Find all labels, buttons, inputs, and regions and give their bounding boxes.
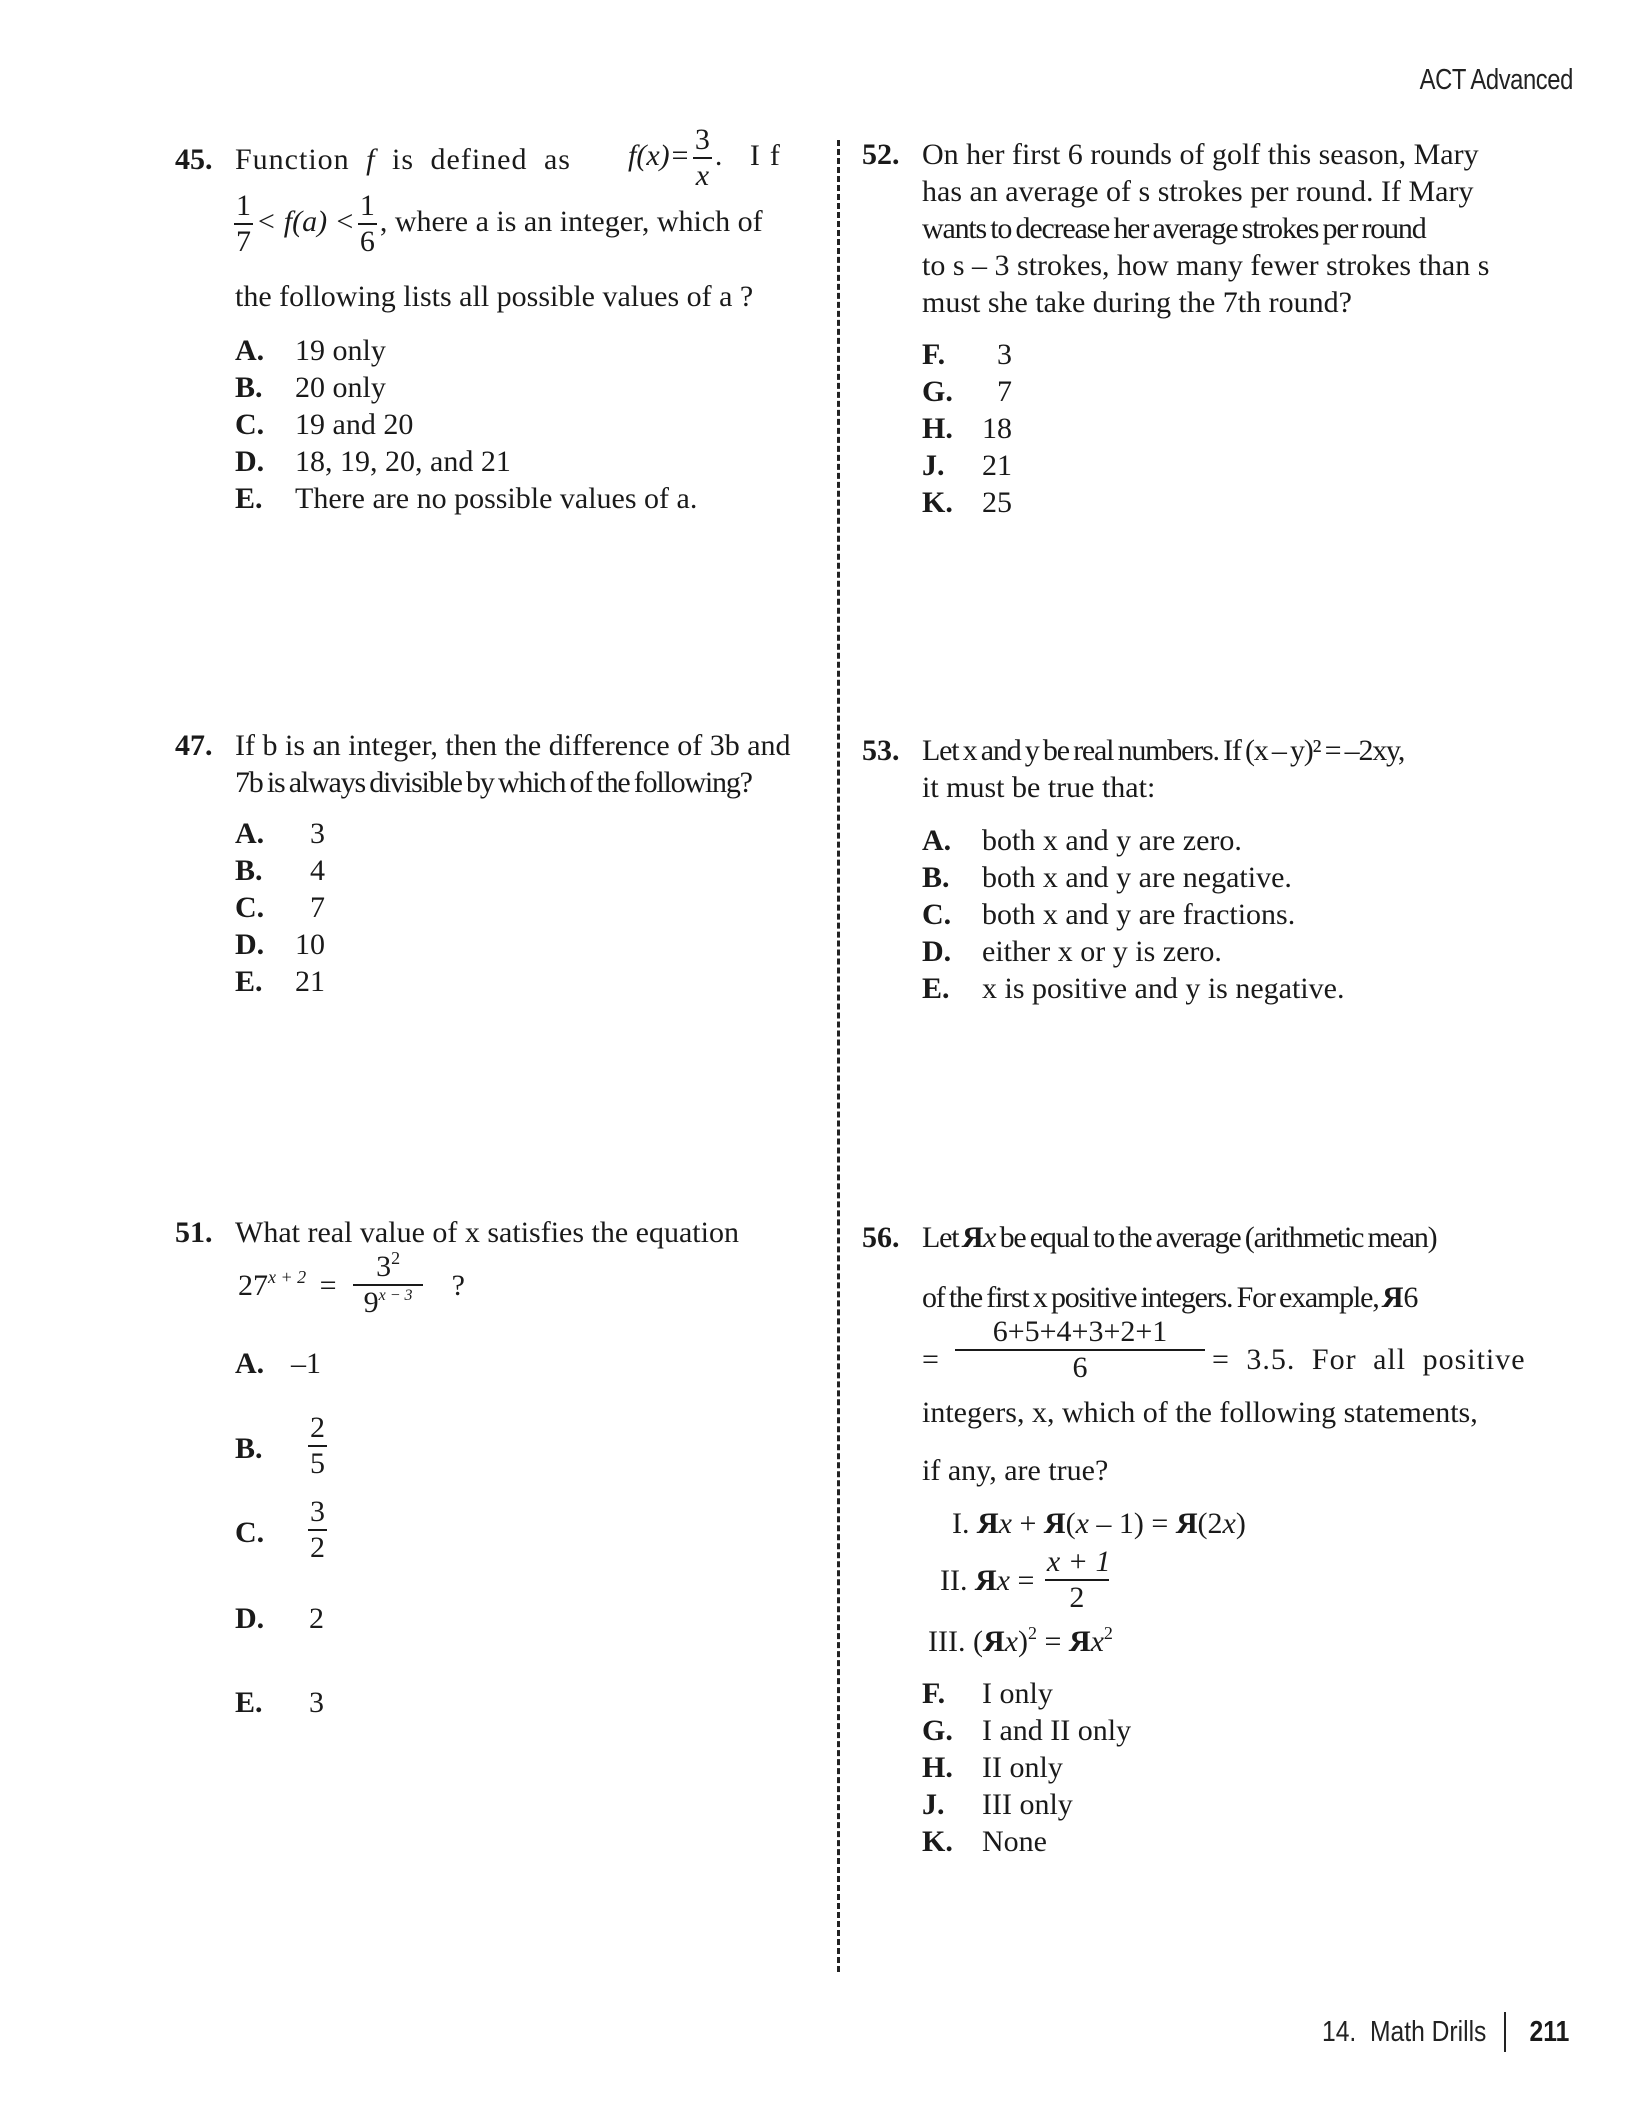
question-stem-line: wants to decrease her average strokes per round xyxy=(922,212,1426,245)
inequality-line: $\frac{1}{7}$ < f(a) < $\frac{1}{6}$ , where a is an integer, which of xyxy=(236,189,763,258)
answer-choice-c[interactable]: C. both x and y are fractions. xyxy=(922,898,1296,931)
answer-choice-e[interactable]: E. x is positive and y is negative. xyxy=(922,972,1345,1005)
answer-choice-g[interactable]: G. I and II only xyxy=(922,1714,1132,1747)
question-stem-line: Let Rx be equal to the average (arithmetic mean) xyxy=(922,1221,1437,1254)
answer-choice-h[interactable]: H. II only xyxy=(922,1751,1063,1784)
page-footer xyxy=(1293,2012,1573,2052)
footer-separator xyxy=(1504,2012,1506,2052)
equation: $27^{x + 2}$ = $\frac{3^2}{9^{x - 3}}$ ? xyxy=(238,1248,465,1319)
answer-choice-c[interactable]: C. 19 and 20 xyxy=(235,408,414,441)
question-stem-line: has an average of s strokes per round. If Mary xyxy=(922,175,1474,208)
question-stem-line: Function f is defined as xyxy=(235,143,571,176)
answer-choice-b[interactable]: B. $\frac{2}{5}$ xyxy=(235,1411,325,1480)
question-number: 53. xyxy=(862,734,900,767)
answer-choice-a[interactable]: A. 3 xyxy=(235,817,325,850)
answer-choice-a[interactable]: A. 19 only xyxy=(235,334,386,367)
answer-list xyxy=(922,822,1482,1007)
custom-operator-symbol: R xyxy=(962,1221,984,1254)
answer-choice-a[interactable]: A. both x and y are zero. xyxy=(922,824,1242,857)
answer-list xyxy=(922,336,1222,521)
page-number: 211 xyxy=(1529,2015,1570,2048)
statement-i: I. Rx + R(x – 1) = R(2x) xyxy=(952,1507,1246,1540)
question-stem-line: must she take during the 7th round? xyxy=(922,286,1352,319)
answer-choice-j[interactable]: J. III only xyxy=(922,1788,1073,1821)
question-stem-line: On her first 6 rounds of golf this season, Mary xyxy=(922,138,1479,171)
question-number: 56. xyxy=(862,1221,900,1254)
answer-choice-b[interactable]: B. both x and y are negative. xyxy=(922,861,1292,894)
answer-choice-b[interactable]: B. 4 xyxy=(235,854,325,887)
question-stem-line: if any, are true? xyxy=(922,1454,1109,1487)
statement-iii: III. $(Rx)^2 = Rx^2$ xyxy=(928,1623,1113,1658)
answer-choice-c[interactable]: C. 7 xyxy=(235,891,325,924)
answer-choice-f[interactable]: F. 3 xyxy=(922,338,1012,371)
question-stem-line: of the first x positive integers. For example, R6 xyxy=(922,1281,1418,1314)
answer-choice-k[interactable]: K. 25 xyxy=(922,486,1012,519)
question-stem-line: it must be true that: xyxy=(922,771,1156,804)
answer-list xyxy=(235,1345,535,1719)
statement-ii: II. Rx = $\frac{x + 1}{2}$ xyxy=(940,1545,1111,1614)
answer-list xyxy=(922,1675,1322,1860)
answer-choice-f[interactable]: F. I only xyxy=(922,1677,1053,1710)
question-number: 52. xyxy=(862,138,900,171)
answer-choice-j[interactable]: J. 21 xyxy=(922,449,1012,482)
answer-choice-e[interactable]: E. There are no possible values of a. xyxy=(235,482,698,515)
answer-choice-c[interactable]: C. $\frac{3}{2}$ xyxy=(235,1495,325,1564)
chapter-label: 14. Math Drills xyxy=(1321,2015,1487,2048)
question-number: 45. xyxy=(175,143,213,176)
answer-choice-d[interactable]: D. either x or y is zero. xyxy=(922,935,1222,968)
running-header: ACT Advanced xyxy=(1419,64,1573,96)
question-stem-line: 7b is always divisible by which of the following? xyxy=(235,766,752,799)
question-stem-line: the following lists all possible values of a ? xyxy=(235,280,754,313)
question-stem-line: If b is an integer, then the difference of 3b and xyxy=(235,729,791,762)
answer-choice-h[interactable]: H. 18 xyxy=(922,412,1012,445)
answer-choice-d[interactable]: D. 10 xyxy=(235,928,325,961)
answer-choice-g[interactable]: G. 7 xyxy=(922,375,1012,408)
question-stem-line: Let x and y be real numbers. If (x – y)² = –2xy, xyxy=(922,734,1405,767)
question-stem-line: to s – 3 strokes, how many fewer strokes than s xyxy=(922,249,1490,282)
function-definition: f(x)= $\frac{3}{x}$ . If xyxy=(628,123,790,192)
question-number: 51. xyxy=(175,1216,213,1249)
question-stem-line: What real value of x satisfies the equation xyxy=(235,1216,739,1249)
answer-choice-b[interactable]: B. 20 only xyxy=(235,371,386,404)
answer-choice-a[interactable]: A. –1 xyxy=(235,1347,321,1380)
answer-choice-e[interactable]: E. 3 xyxy=(235,1686,324,1719)
question-number: 47. xyxy=(175,729,213,762)
answer-choice-d[interactable]: D. 18, 19, 20, and 21 xyxy=(235,445,511,478)
answer-choice-e[interactable]: E. 21 xyxy=(235,965,325,998)
answer-choice-d[interactable]: D. 2 xyxy=(235,1602,324,1635)
answer-list xyxy=(235,815,535,1000)
answer-list xyxy=(235,332,795,517)
column-divider xyxy=(837,140,840,1972)
question-stem-line: integers, x, which of the following statements, xyxy=(922,1396,1478,1429)
answer-choice-k[interactable]: K. None xyxy=(922,1825,1047,1858)
